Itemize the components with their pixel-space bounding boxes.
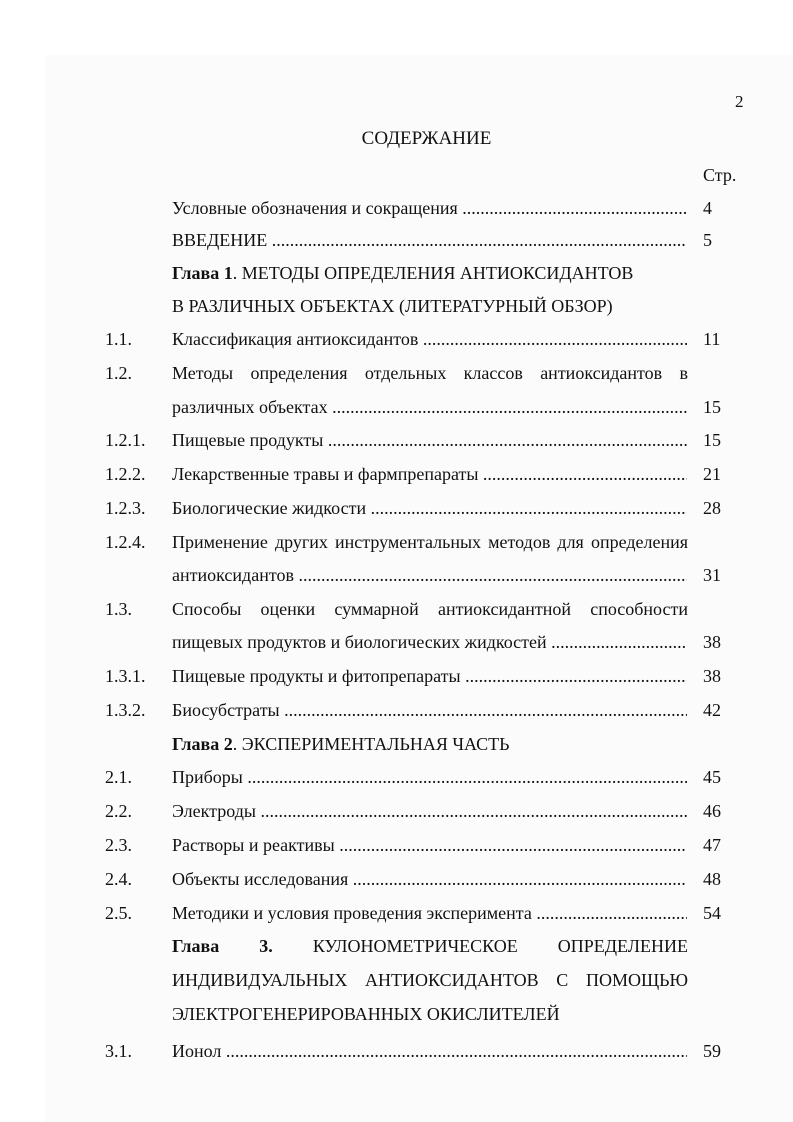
toc-entry-number: 1.2.2. <box>105 464 146 484</box>
chapter-title: . МЕТОДЫ ОПРЕДЕЛЕНИЯ АНТИОКСИДАНТОВ <box>232 263 634 283</box>
toc-entry-title: антиоксидантов ..... <box>172 558 687 592</box>
toc-entry-number: 2.4. <box>105 869 132 889</box>
toc-entry-title: Приборы ..... <box>172 760 687 794</box>
toc-entry-number: 1.3.1. <box>105 666 146 686</box>
toc-entry-page: 11 <box>703 329 721 349</box>
toc-entry-number: 2.3. <box>105 835 132 855</box>
toc-entry-number: 1.2. <box>105 363 132 383</box>
chapter-title-line1: Глава 3. КУЛОНОМЕТРИЧЕСКОЕ ОПРЕДЕЛЕНИЕ <box>172 936 688 956</box>
toc-entry-title: Лекарственные травы и фармпрепараты ..... <box>172 457 687 491</box>
toc-entry-number: 1.2.4. <box>105 532 146 552</box>
toc-entry-page: 45 <box>703 767 721 787</box>
toc-entry <box>0 794 793 828</box>
toc-entry-number: 2.2. <box>105 801 132 821</box>
toc-entry <box>0 828 793 862</box>
toc-entry-title: Пищевые продукты и фитопрепараты ..... <box>172 659 687 693</box>
toc-entry <box>0 491 793 525</box>
toc-entry-page: 38 <box>703 666 721 686</box>
chapter-heading <box>172 727 509 761</box>
toc-entry-title-line1: Способы оценки суммарной антиоксидантной способности <box>172 599 688 619</box>
toc-entry-title-line1: Применение других инструментальных методов для определения <box>172 532 688 552</box>
toc-entry <box>0 223 793 257</box>
toc-entry <box>0 862 793 896</box>
toc-entry <box>0 191 793 225</box>
toc-entry <box>0 322 793 356</box>
toc-entry-title: Растворы и реактивы ..... <box>172 828 687 862</box>
toc-entry <box>0 423 793 457</box>
toc-entry-page: 15 <box>703 430 721 450</box>
toc-entry <box>0 659 793 693</box>
toc-entry-title: Классификация антиоксидантов ..... <box>172 322 687 356</box>
toc-entry-page: 38 <box>703 632 721 652</box>
toc-entry-title: Объекты исследования ..... <box>172 862 687 896</box>
toc-entry-page: 48 <box>703 869 721 889</box>
toc-entry-page: 21 <box>703 464 721 484</box>
toc-entry <box>0 390 793 424</box>
toc-entry-page: 4 <box>703 198 712 218</box>
toc-entry-title: Биосубстраты ..... <box>172 693 687 727</box>
toc-entry-title: пищевых продуктов и биологических жидкостей ..... <box>172 625 687 659</box>
chapter-title: . ЭКСПЕРИМЕНТАЛЬНАЯ ЧАСТЬ <box>232 734 510 754</box>
chapter-label: Глава 2 <box>172 734 233 754</box>
toc-entry-page: 46 <box>703 801 721 821</box>
toc-entry-title: Пищевые продукты ..... <box>172 423 687 457</box>
toc-entry-page: 15 <box>703 397 721 417</box>
toc-entry-page: 47 <box>703 835 721 855</box>
page-number: 2 <box>735 92 744 111</box>
toc-entry-page: 5 <box>703 230 712 250</box>
toc-entry-page: 59 <box>703 1041 721 1061</box>
toc-entry-title: ВВЕДЕНИЕ ..... <box>172 223 687 257</box>
toc-entry-title-line1: Методы определения отдельных классов антиоксидантов в <box>172 363 688 383</box>
toc-entry-number: 1.2.3. <box>105 498 146 518</box>
page-title: СОДЕРЖАНИЕ <box>361 128 492 149</box>
toc-entry-title: Условные обозначения и сокращения ..... <box>172 191 687 225</box>
toc-entry-page: 28 <box>703 498 721 518</box>
toc-entry-number: 3.1. <box>105 1041 132 1061</box>
chapter-heading <box>172 929 688 963</box>
toc-entry <box>0 558 793 592</box>
toc-entry-number: 2.5. <box>105 903 132 923</box>
toc-entry <box>0 693 793 727</box>
toc-entry-number: 1.3. <box>105 599 132 619</box>
chapter-label: Глава 1 <box>172 263 233 283</box>
toc-entry <box>0 625 793 659</box>
toc-entry-title: различных объектах ..... <box>172 390 687 424</box>
page-column-header: Стр. <box>703 165 737 185</box>
toc-entry <box>0 457 793 491</box>
toc-entry-page: 54 <box>703 903 721 923</box>
toc-entry-page: 42 <box>703 700 721 720</box>
toc-entry-title: Биологические жидкости ..... <box>172 491 687 525</box>
toc-entry-title: Ионол ..... <box>172 1034 687 1068</box>
toc-entry-title: Электроды ..... <box>172 794 687 828</box>
toc-entry-number: 1.3.2. <box>105 700 146 720</box>
chapter-heading-line2: ИНДИВИДУАЛЬНЫХ АНТИОКСИДАНТОВ С ПОМОЩЬЮ <box>172 970 688 990</box>
toc-entry <box>0 896 793 930</box>
chapter-heading-line3: ЭЛЕКТРОГЕНЕРИРОВАННЫХ ОКИСЛИТЕЛЕЙ <box>172 1004 560 1024</box>
toc-entry-title: Методики и условия проведения эксперимента ..... <box>172 896 687 930</box>
toc-entry-page: 31 <box>703 565 721 585</box>
chapter-heading <box>172 256 633 290</box>
toc-entry-number: 1.2.1. <box>105 430 146 450</box>
chapter-label: Глава 3. <box>172 936 273 956</box>
toc-entry-number: 1.1. <box>105 329 132 349</box>
toc-entry <box>0 760 793 794</box>
toc-entry-number: 2.1. <box>105 767 132 787</box>
chapter-heading-line2: В РАЗЛИЧНЫХ ОБЪЕКТАХ (ЛИТЕРАТУРНЫЙ ОБЗОР) <box>172 296 613 316</box>
toc-entry <box>0 1034 793 1068</box>
